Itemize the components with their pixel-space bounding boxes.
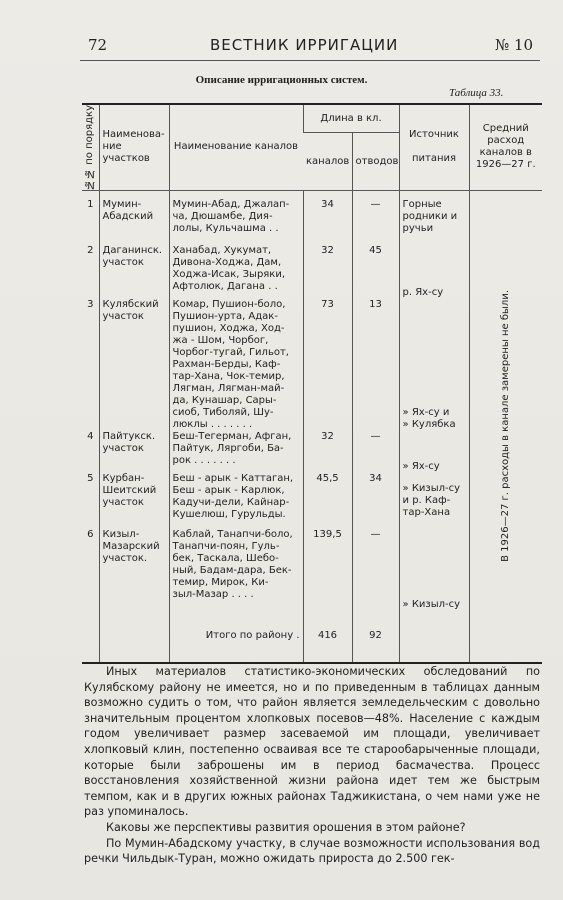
- table-total-row: Итого по району . 416 92: [82, 611, 542, 663]
- table-row: 1 Мумин- Абадский Мумин-Абад, Джалап- ча, Дюшамбе, Дия- лолы, Кульчашма . . 34 — Горные родники и ручьи: [82, 199, 542, 245]
- col-source-header: Источник питания: [399, 104, 469, 190]
- body-paragraph: Каковы же перспективы развития орошения в этом районе?: [106, 820, 466, 834]
- header-rule: [80, 60, 540, 61]
- col-length-canals-header: каналов: [303, 133, 352, 191]
- journal-title: ВЕСТНИК ИРРИГАЦИИ: [210, 36, 399, 54]
- body-paragraph: По Мумин-Абадскому участку, в случае возможности использования вод речки Чильдык-Туран, можно ожидать прироста до 2.500 гек-: [84, 836, 540, 866]
- page-number: 72: [88, 36, 108, 54]
- table-row: 3 Кулябский участок Комар, Пушион-боло, Пушион-урта, Адак- пушион, Ходжа, Ход- жа - Шом, Чорбог, Чорбог-тугай, Гильот, Рахман-Берды, Каф- тар-Хана, Чок-темир, Лягман, Лягман-май- да, Кунашар, Сары- сиоб, Тиболяй, Шу- люклы . . . . . . . 73 13 » Ях-су и » Кулябка: [82, 299, 542, 431]
- body-text: [84, 664, 540, 867]
- col-canals-header: Наименование каналов: [169, 104, 303, 190]
- issue-number: № 10: [495, 36, 534, 54]
- col-section-header: Наименова- ние участков: [99, 104, 169, 190]
- table-row: 2 Даганинск. участок Ханабад, Хукумат, Дивона-Ходжа, Дам, Ходжа-Исак, Зыряки, Афтолюк, Дагана . . 32 45 р. Ях-су: [82, 245, 542, 299]
- irrigation-table: [82, 103, 542, 664]
- table-row: 4 Пайтукск. участок Беш-Тегерман, Афган, Пайтук, Ляргоби, Ба- рок . . . . . . . 32 — » Ях-су: [82, 431, 542, 473]
- table-number: Таблица 33.: [449, 87, 504, 99]
- body-paragraph: Иных материалов статистико-экономических обследований по Кулябскому району не имеется, но и по приведенным в таблицах данным возможно судить о том, что район является земледельческим с довольно значительным процентом хлопковых посевов—48%. Население с каждым годом увеличивает размер засеваемой им площади, увеличивает хлопковый клин, постепенно осваивая все те старообарыченные площади, которые были заброшены им в период басмачества. Процесс восстановления хозяйственной жизни района идет тем же быстрым темпом, как и в других южных районах Таджикистана, о чем нами уже не раз упоминалось.: [84, 665, 540, 819]
- page-header: [0, 36, 563, 58]
- flow-note: В 1926—27 г. расходы в канале замерены не были.: [499, 290, 511, 563]
- col-index-header: №№ по порядку: [82, 104, 99, 190]
- table-caption: Описание ирригационных систем.: [195, 74, 368, 86]
- col-length-header: Длина в кл.: [303, 104, 399, 133]
- col-length-branches-header: отводов: [352, 133, 399, 191]
- table-row: 6 Кизыл- Мазарский участок. Каблай, Танапчи-боло, Танапчи-поян, Гуль- бек, Таскала, Шебо- ный, Бадам-дара, Бек- темир, Мирок, Ки- зыл-Мазар . . . . 139,5 — » Кизыл-су: [82, 529, 542, 611]
- col-flow-header: Средний расход каналов в 1926—27 г.: [469, 104, 542, 190]
- table-row: 5 Курбан- Шеитский участок Беш - арык - Каттаган, Беш - арык - Карлюк, Кадучи-дели, Кайнар- Кушелюш, Гурульды. 45,5 34 » Кизыл-су и р. Каф- тар-Хана: [82, 473, 542, 529]
